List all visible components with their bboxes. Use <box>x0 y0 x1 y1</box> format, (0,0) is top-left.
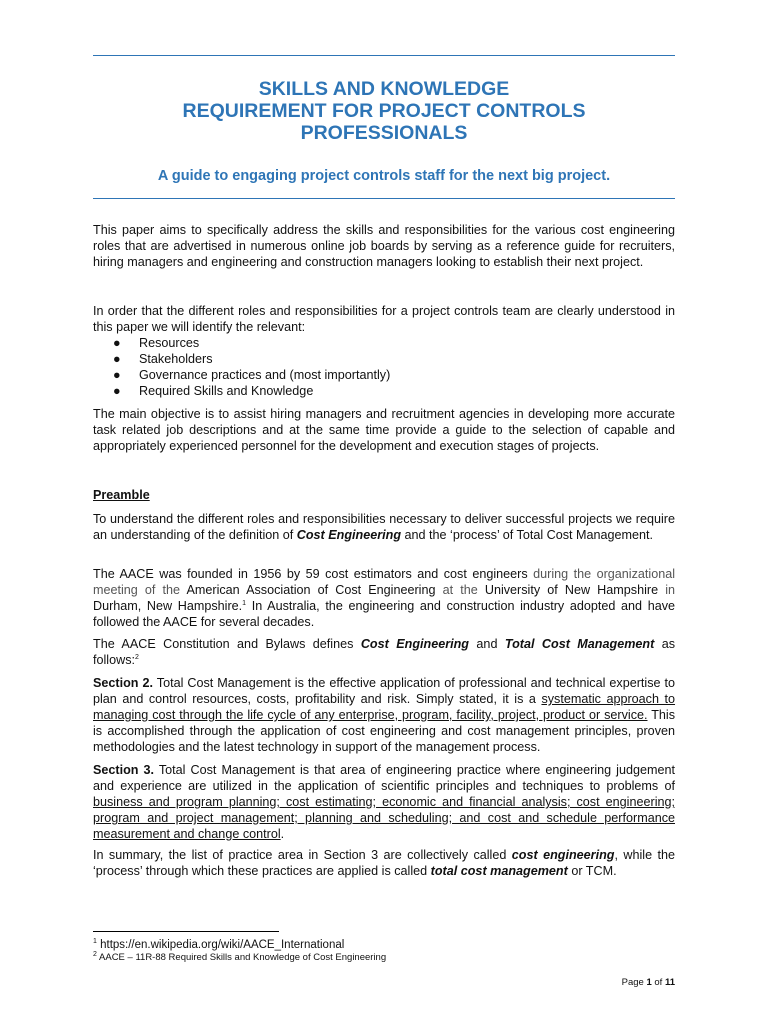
list-item: ● Stakeholders <box>113 352 213 366</box>
preamble-paragraph-3: The AACE Constitution and Bylaws defines Cost Engineering and Total Cost Management as follows:$^2$ <box>93 637 676 667</box>
summary-paragraph: In summary, the list of practice area in Section 3 are collectively called cost engineering, while the ‘process’ through which these practices are applied is called total cost management or TCM. <box>93 848 675 878</box>
section-2-paragraph: Section 2. Total Cost Management is the effective application of professional and technical expertise to plan and control resources, costs, profitability and risk. Simply stated, it is a systematic approach to managing cost through the life cycle of any enterprise, program, facility, project, product or service. This is accomplished through the application of cost engineering and cost management principles, proven methodologies and the latest technology in support of the management process. <box>93 676 676 754</box>
section-3-paragraph: Section 3. Total Cost Management is that area of engineering practice where engineering judgement and experience are utilized in the application of scientific principles and techniques to problems of business and program planning; cost estimating; economic and financial analysis; cost engineering; program and project management; planning and scheduling; and cost and schedule performance measurement and change control. <box>93 763 675 841</box>
list-item: ● Required Skills and Knowledge <box>113 384 314 398</box>
objective-paragraph <box>93 406 675 454</box>
document-title <box>93 78 675 144</box>
roles-bullet-list <box>93 335 675 399</box>
footnote-2: $^2$ AACE – 11R-88 Required Skills and Knowledge of Cost Engineering <box>93 950 387 963</box>
preamble-heading: Preamble <box>93 488 150 502</box>
preamble-paragraph-1: To understand the different roles and responsibilities necessary to deliver successful projects we require an understanding of the definition of Cost Engineering and the ‘process’ of Total Cost Management. <box>93 512 675 542</box>
section-3-label: Section 3. <box>93 763 155 777</box>
list-item: ● Governance practices and (most importantly) <box>113 368 391 382</box>
preamble-heading-block <box>93 487 675 503</box>
footnote-ref-1: 1 <box>242 599 247 607</box>
title-line-1: SKILLS AND KNOWLEDGE <box>258 78 510 100</box>
roles-section <box>93 303 675 399</box>
footnote-ref-2: 2 <box>135 653 139 661</box>
intro-paragraph <box>93 222 675 270</box>
title-line-2: REQUIREMENT FOR PROJECT CONTROLS <box>182 100 586 122</box>
bullet-icon: ● <box>113 368 121 382</box>
list-item: ● Resources <box>113 336 200 350</box>
intro-text: This paper aims to specifically address the skills and responsibilities for the various cost engineering roles that are advertised in numerous online job boards by serving as a reference guide for recruiters, hiring managers and engineering and construction managers looking to establish their next project. <box>93 223 675 269</box>
top-rule <box>93 55 675 56</box>
title-line-3: PROFESSIONALS <box>300 122 468 144</box>
document-subtitle: A guide to engaging project controls staff for the next big project. <box>157 168 611 184</box>
bullet-icon: ● <box>113 336 121 350</box>
objective-text: The main objective is to assist hiring managers and recruitment agencies in developing more accurate task related job descriptions and at the same time provide a guide to the selection of capable and appropriately experienced personnel for the development and execution stages of projects. <box>93 407 675 453</box>
roles-intro-text: In order that the different roles and responsibilities for a project controls team are clearly understood in this paper we will identify the relevant: <box>93 304 675 334</box>
section-2-label: Section 2. <box>93 676 153 690</box>
preamble-paragraph-2: The AACE was founded in 1956 by 59 cost estimators and cost engineers during the organizational meeting of the American Association of Cost Engineering at the University of New Hampshire in Durham, New Hampshire.$^1$ In Australia, the engineering and construction industry adopted and have followed the AACE for several decades. <box>93 567 676 629</box>
page-number: Page 1 of 11 <box>621 977 675 988</box>
bullet-icon: ● <box>113 352 121 366</box>
footnote-1: $^1$ https://en.wikipedia.org/wiki/AACE_International <box>93 938 345 951</box>
bullet-icon: ● <box>113 384 121 398</box>
subtitle-rule <box>93 198 675 199</box>
footnote-separator <box>93 931 279 932</box>
